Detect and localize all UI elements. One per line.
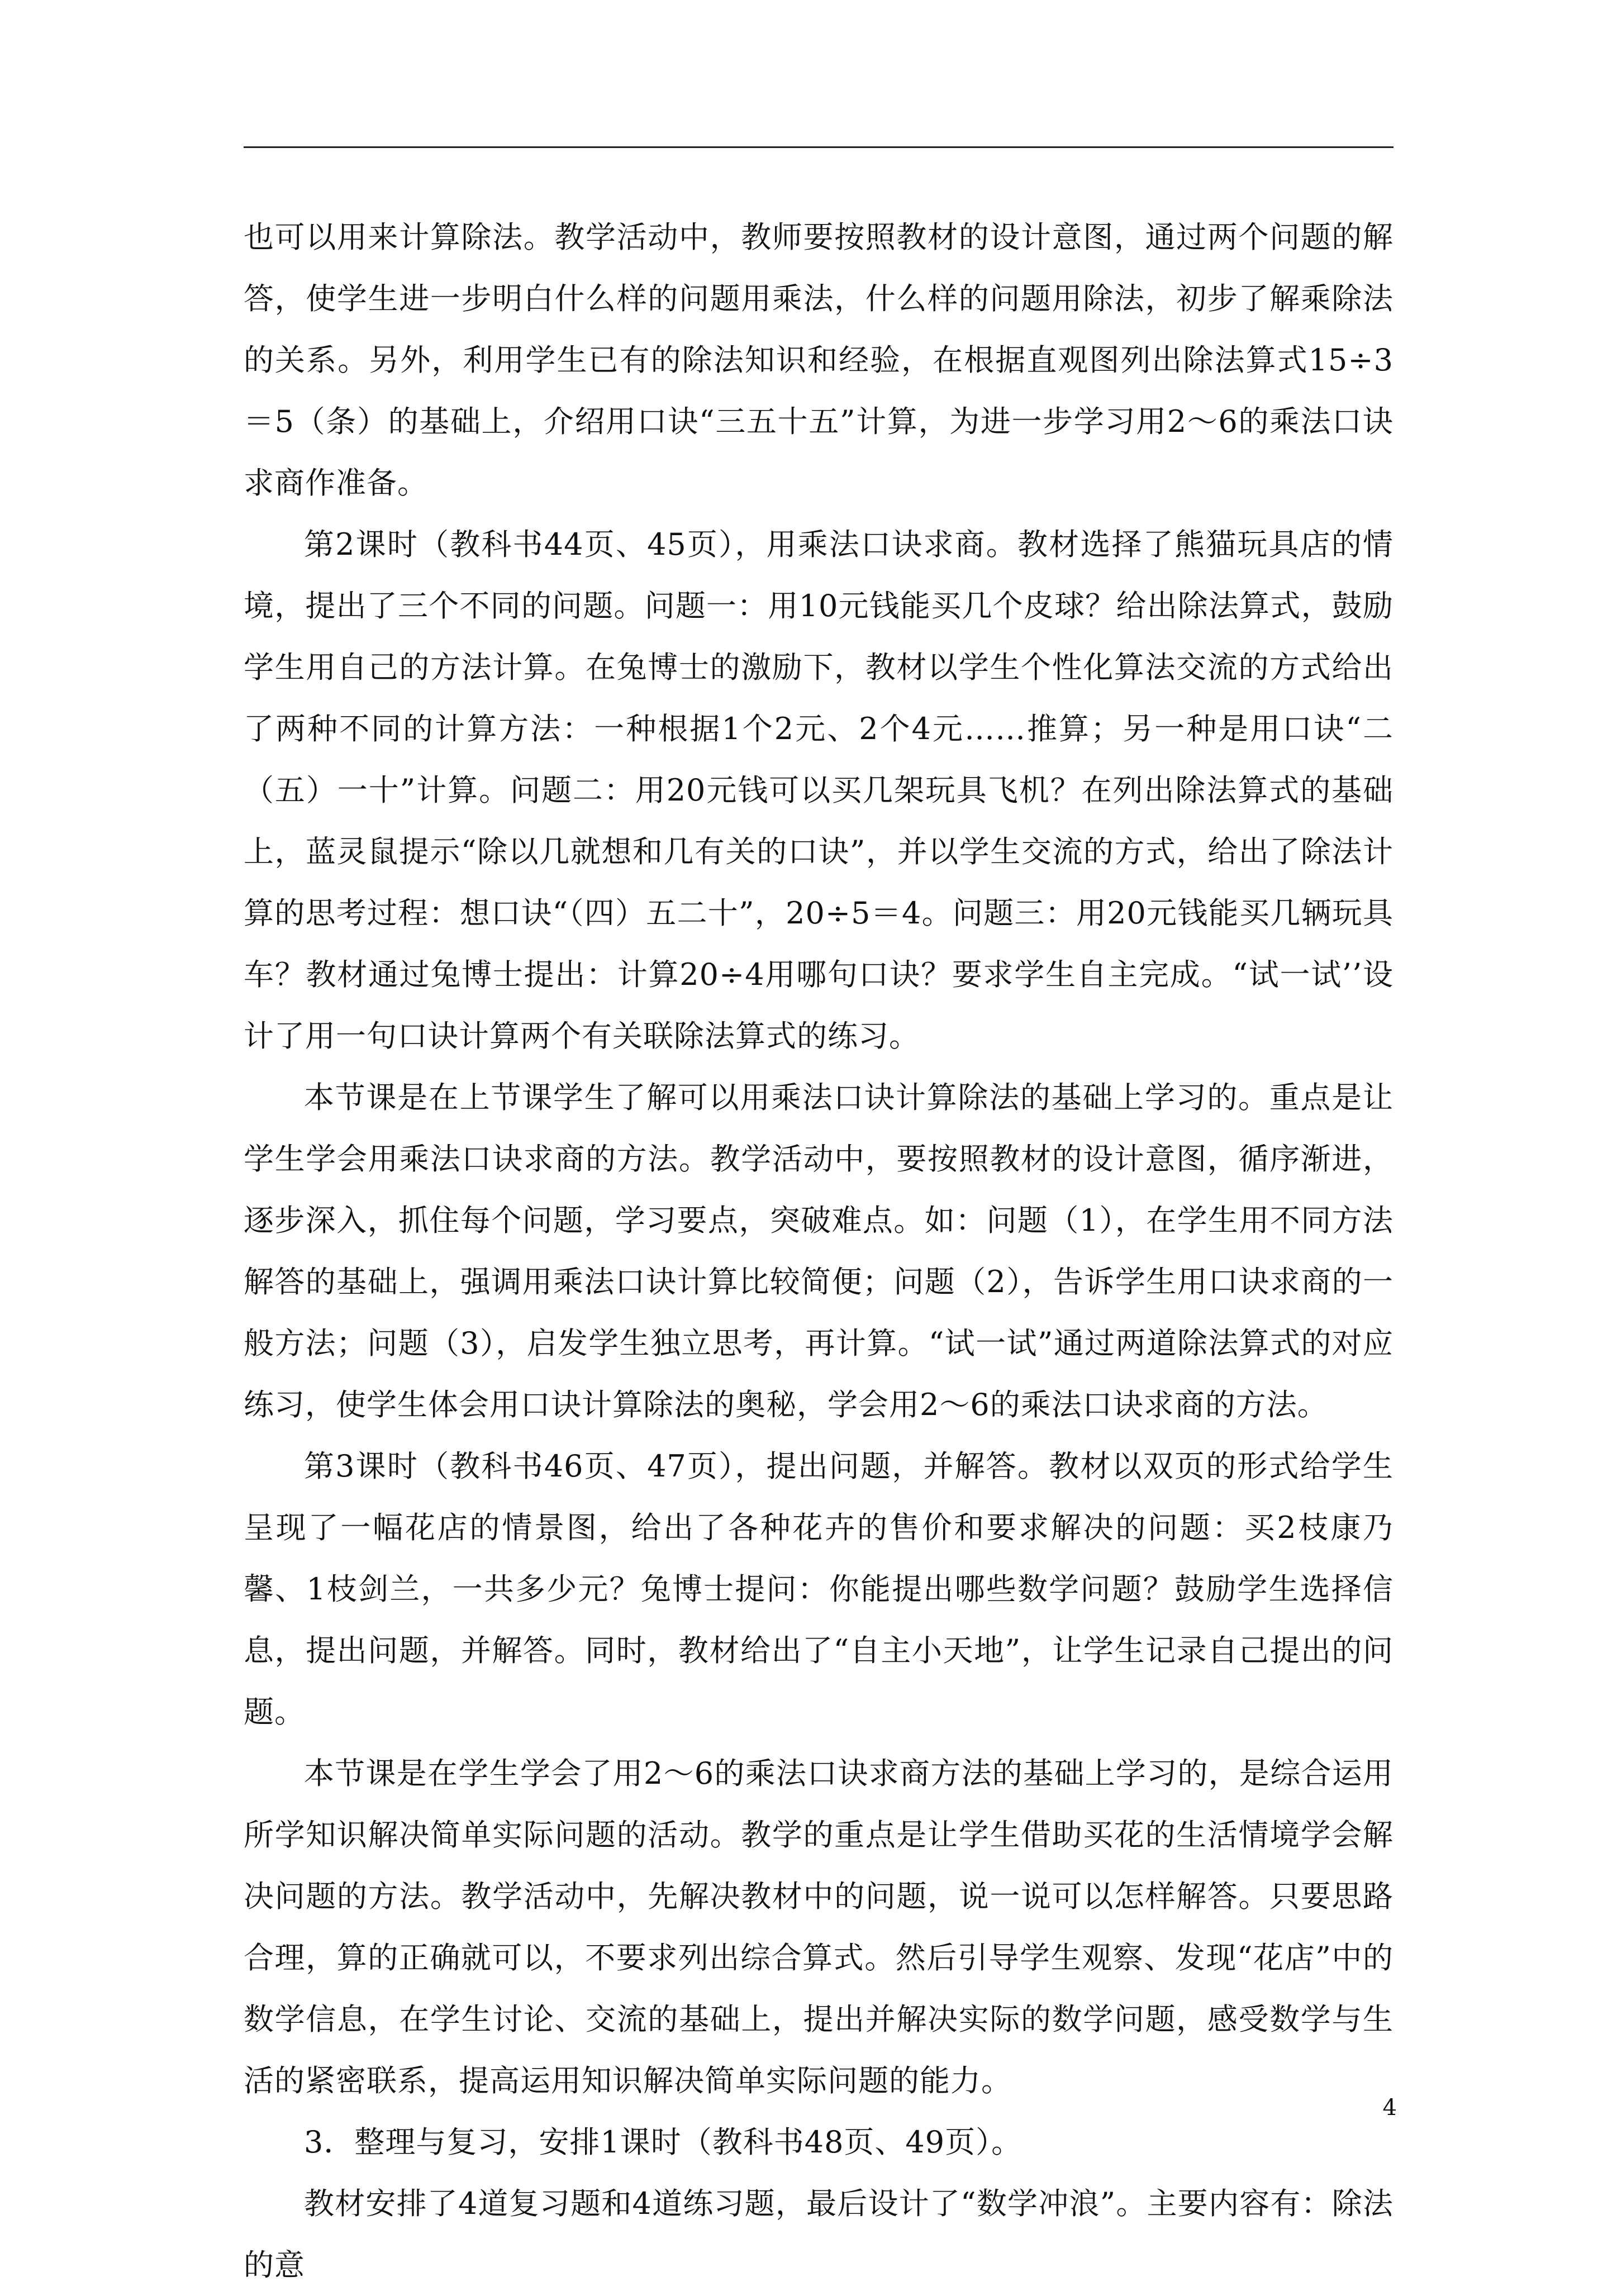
paragraph-lesson-2: 第2课时（教科书44页、45页），用乘法口诀求商。教材选择了熊猫玩具店的情境，提出了三个不同的问题。问题一：用10元钱能买几个皮球？给出除法算式，鼓励学生用自己的方法计算。在兔博士的激励下，教材以学生个性化算法交流的方式给出了两种不同的计算方法：一种根据1个2元、2个4元……推算；另一种是用口诀“二（五）一十”计算。问题二：用20元钱可以买几架玩具飞机？在列出除法算式的基础上，蓝灵鼠提示“除以几就想和几有关的口诀”，并以学生交流的方式，给出了除法计算的思考过程：想口诀“（四）五二十”，20÷5＝4。问题三：用20元钱能买几辆玩具车？教材通过兔博士提出：计算20÷4用哪句口诀？要求学生自主完成。“试一试’’设计了用一句口诀计算两个有关联除法算式的练习。 — [244, 527, 1394, 1054]
paragraph-lesson-2-notes: 本节课是在上节课学生了解可以用乘法口诀计算除法的基础上学习的。重点是让学生学会用乘法口诀求商的方法。教学活动中，要按照教材的设计意图，循序渐进，逐步深入，抓住每个问题，学习要点，突破难点。如：问题（1），在学生用不同方法解答的基础上，强调用乘法口诀计算比较简便；问题（2），告诉学生用口诀求商的一般方法；问题（3），启发学生独立思考，再计算。“试一试”通过两道除法算式的对应练习，使学生体会用口诀计算除法的奥秘，学会用2～6的乘法口诀求商的方法。 — [244, 1080, 1394, 1422]
paragraph-review-content: 教材安排了4道复习题和4道练习题，最后设计了“数学冲浪”。主要内容有：除法的意 — [244, 2186, 1394, 2283]
paragraph-continuation: 也可以用来计算除法。教学活动中，教师要按照教材的设计意图，通过两个问题的解答，使学生进一步明白什么样的问题用乘法，什么样的问题用除法，初步了解乘除法的关系。另外，利用学生已有的除法知识和经验，在根据直观图列出除法算式15÷3＝5（条）的基础上，介绍用口诀“三五十五”计算，为进一步学习用2～6的乘法口诀求商作准备。 — [244, 220, 1394, 501]
paragraph-review-heading: 3．整理与复习，安排1课时（教科书48页、49页）。 — [304, 2124, 1022, 2160]
page-number: 4 — [1382, 2095, 1397, 2121]
paragraph-lesson-3: 第3课时（教科书46页、47页），提出问题，并解答。教材以双页的形式给学生呈现了一幅花店的情景图，给出了各种花卉的售价和要求解决的问题：买2枝康乃馨、1枝剑兰，一共多少元？兔博士提问：你能提出哪些数学问题？鼓励学生选择信息，提出问题，并解答。同时，教材给出了“自主小天地”，让学生记录自己提出的问题。 — [244, 1449, 1394, 1730]
header-rule — [244, 146, 1394, 148]
document-body — [244, 207, 1394, 2296]
paragraph-lesson-3-notes: 本节课是在学生学会了用2～6的乘法口诀求商方法的基础上学习的，是综合运用所学知识解决简单实际问题的活动。教学的重点是让学生借助买花的生活情境学会解决问题的方法。教学活动中，先解决教材中的问题，说一说可以怎样解答。只要思路合理，算的正确就可以，不要求列出综合算式。然后引导学生观察、发现“花店”中的数学信息，在学生讨论、交流的基础上，提出并解决实际的数学问题，感受数学与生活的紧密联系，提高运用知识解决简单实际问题的能力。 — [244, 1756, 1394, 2098]
